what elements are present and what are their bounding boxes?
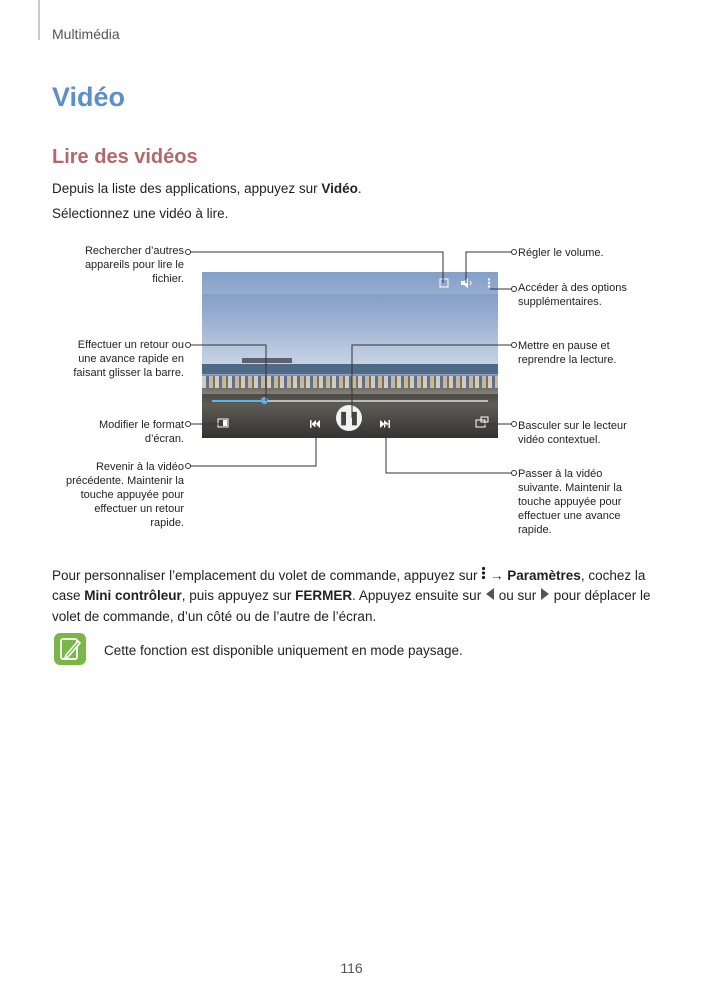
settings-label: Paramètres [507,568,581,583]
note-text: Cette fonction est disponible uniquement en mode paysage. [104,643,463,658]
callout-pause: Mettre en pause et reprendre la lecture. [518,340,617,366]
video-app-name: Vidéo [321,181,358,196]
para-arrow: → [486,568,508,583]
para-text-3: case [52,588,85,604]
para-text-7: pour déplacer le [549,588,651,604]
callout-previous: Revenir à la vidéo précédente. Maintenir la touche appuyée pour effectuer un retour rapide. [65,461,184,529]
left-arrow-inline-icon [485,587,495,607]
intro-paragraph-2: Sélectionnez une vidéo à lire. [52,206,229,221]
line-previous [188,424,316,466]
pause-icon[interactable]: ❚❚ [336,405,362,431]
intro-text: Depuis la liste des applications, appuyez sur [52,181,322,196]
callout-more-options: Accéder à des options supplémentaires. [518,282,627,308]
callout-seek: Effectuer un retour ou une avance rapide en faisant glisser la barre. [73,339,184,379]
para-text-4: , puis appuyez sur [181,588,296,604]
para-text-5: . Appuyez ensuite sur [352,588,485,604]
close-label: FERMER [295,588,353,604]
section-title: Lire des vidéos [52,146,198,168]
para-text-2: , cochez la [580,568,646,583]
note-icon [54,633,86,665]
line-seek [188,345,266,401]
line-volume [466,252,514,283]
intro-punct: . [357,181,362,196]
callout-next: Passer à la vidéo suivante. Maintenir la touche appuyée pour effectuer une avance rapide. [518,468,622,536]
page-number: 116 [340,960,363,976]
callout-aspect: Modifier le format d’écran. [99,419,184,445]
para-text-6: ou sur [494,588,540,604]
callout-volume: Régler le volume. [518,247,604,259]
line-pause [352,345,514,418]
running-header: Multimédia [52,26,120,42]
page-title: Vidéo [52,82,126,112]
callout-popup: Basculer sur le lecteur vidéo contextuel. [518,420,627,446]
right-arrow-inline-icon [540,587,550,607]
line-device [188,252,443,283]
callout-search-devices: Rechercher d’autres appareils pour lire le fichier. [84,245,184,285]
para-text-8: volet de commande, d’un côté ou de l’autre de l’écran. [52,608,377,624]
para-text-1: Pour personnaliser l’emplacement du volet de commande, appuyez sur [52,568,482,583]
line-next [386,424,514,473]
customize-paragraph [52,566,652,627]
mini-controller-label: Mini contrôleur [84,588,182,604]
